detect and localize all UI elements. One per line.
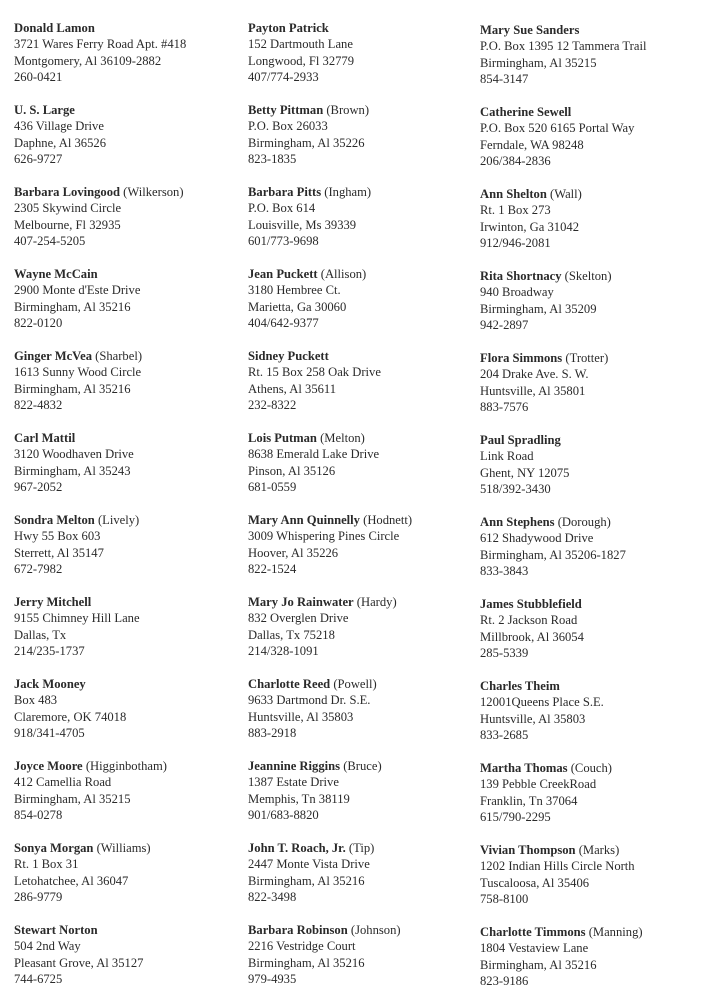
- directory-entry: [480, 924, 702, 990]
- entry-name: Flora Simmons: [480, 351, 563, 365]
- entry-city-state-zip: Marietta, Ga 30060: [248, 299, 347, 314]
- entry-street: Rt. 1 Box 31: [14, 857, 79, 872]
- directory-entry: [14, 266, 240, 332]
- entry-city-state-zip: Sterrett, Al 35147: [14, 545, 104, 560]
- entry-city-state-zip: Birmingham, Al 35206-1827: [480, 547, 626, 562]
- entry-name-line: [480, 760, 702, 776]
- entry-phone: 822-1524: [248, 562, 297, 577]
- entry-street: Hwy 55 Box 603: [14, 529, 101, 544]
- entry-maiden-name: (Melton): [320, 431, 365, 445]
- entry-phone: 833-2685: [480, 728, 529, 743]
- entry-street: 832 Overglen Drive: [248, 611, 349, 626]
- entry-name: James Stubblefield: [480, 597, 582, 611]
- entry-phone: 833-3843: [480, 564, 529, 579]
- entry-name: Paul Spradling: [480, 433, 561, 447]
- entry-name: Sonya Morgan: [14, 841, 94, 855]
- entry-phone: 404/642-9377: [248, 316, 319, 331]
- entry-maiden-name: (Tip): [348, 841, 375, 855]
- directory-entry: [248, 430, 474, 496]
- entry-street: 8638 Emerald Lake Drive: [248, 447, 380, 462]
- entry-phone: 260-0421: [14, 70, 63, 85]
- entry-name: Barbara Pitts: [248, 185, 322, 199]
- directory-entry: [14, 922, 240, 988]
- entry-phone: 822-0120: [14, 316, 63, 331]
- directory-entry: [248, 184, 474, 250]
- entry-maiden-name: (Higginbotham): [85, 759, 167, 773]
- entry-street: 9633 Dartmond Dr. S.E.: [248, 693, 371, 708]
- entry-phone: 967-2052: [14, 480, 63, 495]
- entry-name: Sondra Melton: [14, 513, 95, 527]
- entry-phone: 626-9727: [14, 152, 63, 167]
- entry-phone: 979-4935: [248, 972, 297, 987]
- entry-name-line: [248, 594, 474, 610]
- entry-phone: 407/774-2933: [248, 70, 319, 85]
- entry-maiden-name: (Williams): [96, 841, 151, 855]
- entry-street: 3180 Hembree Ct.: [248, 283, 341, 298]
- entry-name-line: [248, 266, 474, 282]
- entry-name: Wayne McCain: [14, 267, 98, 281]
- entry-phone: 883-2918: [248, 726, 297, 741]
- entry-city-state-zip: Birmingham, Al 35209: [480, 301, 597, 316]
- directory-entry: [14, 102, 240, 168]
- entry-name: Catherine Sewell: [480, 105, 572, 119]
- entry-maiden-name: (Wilkerson): [123, 185, 184, 199]
- directory-entry: [14, 430, 240, 496]
- entry-maiden-name: (Allison): [320, 267, 367, 281]
- entry-city-state-zip: Ghent, NY 12075: [480, 465, 570, 480]
- entry-name: Jean Puckett: [248, 267, 318, 281]
- entry-name-line: [248, 20, 474, 36]
- entry-street: 204 Drake Ave. S. W.: [480, 367, 589, 382]
- entry-street: 12001Queens Place S.E.: [480, 695, 604, 710]
- entry-city-state-zip: Longwood, Fl 32779: [248, 53, 355, 68]
- directory-entry: [480, 432, 702, 498]
- directory-entry: [248, 922, 474, 988]
- entry-street: 2305 Skywind Circle: [14, 201, 122, 216]
- entry-name: Betty Pittman: [248, 103, 324, 117]
- entry-city-state-zip: Huntsville, Al 35801: [480, 383, 586, 398]
- entry-name: Charlotte Reed: [248, 677, 331, 691]
- entry-street: Rt. 1 Box 273: [480, 203, 551, 218]
- entry-name-line: [248, 676, 474, 692]
- entry-city-state-zip: Dallas, Tx 75218: [248, 627, 335, 642]
- entry-phone: 232-8322: [248, 398, 297, 413]
- entry-phone: 901/683-8820: [248, 808, 319, 823]
- entry-name-line: [14, 184, 240, 200]
- entry-street: 2900 Monte d'Este Drive: [14, 283, 141, 298]
- entry-phone: 854-0278: [14, 808, 63, 823]
- entry-phone: 942-2897: [480, 318, 529, 333]
- directory-entry: [480, 760, 702, 826]
- directory-entry: [14, 676, 240, 742]
- entry-name-line: [480, 22, 702, 38]
- entry-name: Charlotte Timmons: [480, 925, 586, 939]
- entry-phone: 407-254-5205: [14, 234, 86, 249]
- directory-entry: [14, 512, 240, 578]
- entry-name-line: [480, 596, 702, 612]
- entry-name-line: [248, 348, 474, 364]
- entry-maiden-name: (Hardy): [356, 595, 397, 609]
- entry-maiden-name: (Johnson): [350, 923, 401, 937]
- entry-street: 3009 Whispering Pines Circle: [248, 529, 400, 544]
- entry-phone: 285-5339: [480, 646, 529, 661]
- entry-phone: 758-8100: [480, 892, 529, 907]
- entry-street: 412 Camellia Road: [14, 775, 112, 790]
- entry-name-line: [14, 922, 240, 938]
- directory-entry: [248, 758, 474, 824]
- directory-entry: [248, 102, 474, 168]
- entry-phone: 823-1835: [248, 152, 297, 167]
- entry-city-state-zip: Birmingham, Al 35216: [248, 955, 365, 970]
- entry-phone: 615/790-2295: [480, 810, 551, 825]
- entry-city-state-zip: Pinson, Al 35126: [248, 463, 336, 478]
- entry-name-line: [14, 594, 240, 610]
- entry-street: P.O. Box 26033: [248, 119, 328, 134]
- entry-city-state-zip: Louisville, Ms 39339: [248, 217, 357, 232]
- entry-maiden-name: (Manning): [588, 925, 643, 939]
- entry-city-state-zip: Hoover, Al 35226: [248, 545, 339, 560]
- entry-phone: 744-6725: [14, 972, 63, 987]
- entry-name: Mary Jo Rainwater: [248, 595, 354, 609]
- entry-name-line: [14, 102, 240, 118]
- entry-name-line: [480, 514, 702, 530]
- entry-name-line: [480, 350, 702, 366]
- directory-entry: [14, 594, 240, 660]
- entry-name-line: [248, 512, 474, 528]
- entry-street: 2447 Monte Vista Drive: [248, 857, 370, 872]
- entry-maiden-name: (Skelton): [564, 269, 612, 283]
- entry-city-state-zip: Millbrook, Al 36054: [480, 629, 584, 644]
- entry-name: Barbara Lovingood: [14, 185, 121, 199]
- entry-maiden-name: (Brown): [326, 103, 370, 117]
- entry-street: Link Road: [480, 449, 534, 464]
- entry-street: P.O. Box 1395 12 Tammera Trail: [480, 39, 647, 54]
- entry-phone: 822-4832: [14, 398, 63, 413]
- directory-entry: [14, 184, 240, 250]
- entry-city-state-zip: Melbourne, Fl 32935: [14, 217, 121, 232]
- directory-entry: [480, 22, 702, 88]
- directory-entry: [480, 596, 702, 662]
- entry-name: Vivian Thompson: [480, 843, 576, 857]
- entry-phone: 518/392-3430: [480, 482, 551, 497]
- entry-name-line: [248, 184, 474, 200]
- directory-entry: [248, 840, 474, 906]
- entry-city-state-zip: Birmingham, Al 35216: [248, 873, 365, 888]
- entry-city-state-zip: Birmingham, Al 35226: [248, 135, 365, 150]
- entry-city-state-zip: Daphne, Al 36526: [14, 135, 106, 150]
- entry-name-line: [14, 840, 240, 856]
- entry-phone: 286-9779: [14, 890, 63, 905]
- entry-phone: 214/328-1091: [248, 644, 319, 659]
- entry-city-state-zip: Birmingham, Al 35215: [14, 791, 131, 806]
- entry-name-line: [480, 842, 702, 858]
- entry-name-line: [480, 186, 702, 202]
- entry-street: 1804 Vestaview Lane: [480, 941, 589, 956]
- entry-city-state-zip: Birmingham, Al 35216: [14, 299, 131, 314]
- entry-city-state-zip: Irwinton, Ga 31042: [480, 219, 579, 234]
- directory-entry: [248, 512, 474, 578]
- entry-phone: 672-7982: [14, 562, 63, 577]
- entry-maiden-name: (Sharbel): [95, 349, 143, 363]
- entry-maiden-name: (Wall): [550, 187, 582, 201]
- entry-city-state-zip: Pleasant Grove, Al 35127: [14, 955, 144, 970]
- entry-name: Joyce Moore: [14, 759, 83, 773]
- entry-name: Donald Lamon: [14, 21, 95, 35]
- entry-city-state-zip: Dallas, Tx: [14, 627, 67, 642]
- entry-name-line: [14, 758, 240, 774]
- entry-city-state-zip: Ferndale, WA 98248: [480, 137, 584, 152]
- entry-phone: 214/235-1737: [14, 644, 85, 659]
- directory-entry: [480, 268, 702, 334]
- entry-name: Jerry Mitchell: [14, 595, 92, 609]
- entry-street: 139 Pebble CreekRoad: [480, 777, 597, 792]
- entry-phone: 883-7576: [480, 400, 529, 415]
- entry-maiden-name: (Dorough): [557, 515, 611, 529]
- directory-entry: [480, 678, 702, 744]
- entry-name-line: [248, 430, 474, 446]
- entry-street: 3721 Wares Ferry Road Apt. #418: [14, 37, 187, 52]
- entry-street: 940 Broadway: [480, 285, 554, 300]
- directory-entry: [14, 20, 240, 86]
- entry-street: Rt. 2 Jackson Road: [480, 613, 578, 628]
- entry-name: U. S. Large: [14, 103, 75, 117]
- entry-name: Sidney Puckett: [248, 349, 329, 363]
- entry-name: Ginger McVea: [14, 349, 92, 363]
- entry-city-state-zip: Memphis, Tn 38119: [248, 791, 350, 806]
- entry-street: 504 2nd Way: [14, 939, 81, 954]
- entry-maiden-name: (Trotter): [565, 351, 609, 365]
- entry-maiden-name: (Ingham): [324, 185, 372, 199]
- entry-name: Martha Thomas: [480, 761, 568, 775]
- entry-city-state-zip: Huntsville, Al 35803: [480, 711, 586, 726]
- directory-entry: [480, 514, 702, 580]
- entry-phone: 681-0559: [248, 480, 297, 495]
- entry-city-state-zip: Claremore, OK 74018: [14, 709, 127, 724]
- entry-maiden-name: (Bruce): [343, 759, 382, 773]
- entry-name-line: [14, 430, 240, 446]
- entry-name: John T. Roach, Jr.: [248, 841, 346, 855]
- entry-name-line: [480, 104, 702, 120]
- entry-street: 3120 Woodhaven Drive: [14, 447, 134, 462]
- entry-street: 1387 Estate Drive: [248, 775, 339, 790]
- entry-street: Box 483: [14, 693, 58, 708]
- entry-name-line: [480, 678, 702, 694]
- entry-city-state-zip: Tuscaloosa, Al 35406: [480, 875, 590, 890]
- entry-street: 1202 Indian Hills Circle North: [480, 859, 635, 874]
- directory-entry: [480, 842, 702, 908]
- directory-entry: [248, 348, 474, 414]
- entry-phone: 918/341-4705: [14, 726, 85, 741]
- entry-name-line: [248, 922, 474, 938]
- directory-entry: [480, 186, 702, 252]
- entry-street: Rt. 15 Box 258 Oak Drive: [248, 365, 381, 380]
- entry-city-state-zip: Birmingham, Al 35243: [14, 463, 131, 478]
- entry-maiden-name: (Lively): [97, 513, 140, 527]
- directory-entry: [14, 758, 240, 824]
- entry-street: 1613 Sunny Wood Circle: [14, 365, 142, 380]
- directory-entry: [14, 840, 240, 906]
- entry-phone: 206/384-2836: [480, 154, 551, 169]
- entry-name: Lois Putman: [248, 431, 317, 445]
- entry-name: Charles Theim: [480, 679, 560, 693]
- entry-maiden-name: (Marks): [578, 843, 620, 857]
- entry-city-state-zip: Franklin, Tn 37064: [480, 793, 578, 808]
- directory-entry: [14, 348, 240, 414]
- entry-city-state-zip: Huntsville, Al 35803: [248, 709, 354, 724]
- entry-street: 2216 Vestridge Court: [248, 939, 356, 954]
- entry-name-line: [248, 102, 474, 118]
- entry-street: 612 Shadywood Drive: [480, 531, 594, 546]
- entry-phone: 601/773-9698: [248, 234, 319, 249]
- entry-name: Mary Ann Quinnelly: [248, 513, 360, 527]
- entry-name-line: [248, 840, 474, 856]
- entry-name-line: [14, 676, 240, 692]
- entry-name: Jeannine Riggins: [248, 759, 341, 773]
- entry-name: Carl Mattil: [14, 431, 76, 445]
- entry-street: 152 Dartmouth Lane: [248, 37, 353, 52]
- entry-maiden-name: (Couch): [570, 761, 613, 775]
- entry-name-line: [480, 432, 702, 448]
- directory-entry: [248, 266, 474, 332]
- entry-street: 9155 Chimney Hill Lane: [14, 611, 140, 626]
- entry-name-line: [14, 512, 240, 528]
- entry-city-state-zip: Birmingham, Al 35216: [480, 957, 597, 972]
- entry-street: P.O. Box 614: [248, 201, 316, 216]
- entry-street: P.O. Box 520 6165 Portal Way: [480, 121, 635, 136]
- entry-maiden-name: (Powell): [333, 677, 377, 691]
- entry-street: 436 Village Drive: [14, 119, 104, 134]
- entry-name: Stewart Norton: [14, 923, 98, 937]
- entry-city-state-zip: Birmingham, Al 35216: [14, 381, 131, 396]
- directory-entry: [248, 20, 474, 86]
- entry-name: Rita Shortnacy: [480, 269, 562, 283]
- directory-entry: [248, 676, 474, 742]
- entry-name: Jack Mooney: [14, 677, 86, 691]
- entry-phone: 854-3147: [480, 72, 529, 87]
- entry-name-line: [14, 266, 240, 282]
- directory-entry: [480, 350, 702, 416]
- entry-city-state-zip: Letohatchee, Al 36047: [14, 873, 129, 888]
- entry-city-state-zip: Montgomery, Al 36109-2882: [14, 53, 162, 68]
- entry-city-state-zip: Birmingham, Al 35215: [480, 55, 597, 70]
- entry-name: Barbara Robinson: [248, 923, 348, 937]
- entry-name: Mary Sue Sanders: [480, 23, 580, 37]
- entry-name-line: [480, 268, 702, 284]
- entry-name-line: [14, 20, 240, 36]
- entry-phone: 822-3498: [248, 890, 297, 905]
- entry-name-line: [248, 758, 474, 774]
- entry-city-state-zip: Athens, Al 35611: [248, 381, 337, 396]
- entry-phone: 823-9186: [480, 974, 529, 989]
- entry-phone: 912/946-2081: [480, 236, 551, 251]
- entry-name-line: [14, 348, 240, 364]
- entry-maiden-name: (Hodnett): [363, 513, 413, 527]
- entry-name-line: [480, 924, 702, 940]
- directory-entry: [248, 594, 474, 660]
- entry-name: Payton Patrick: [248, 21, 329, 35]
- entry-name: Ann Stephens: [480, 515, 555, 529]
- directory-entry: [480, 104, 702, 170]
- entry-name: Ann Shelton: [480, 187, 547, 201]
